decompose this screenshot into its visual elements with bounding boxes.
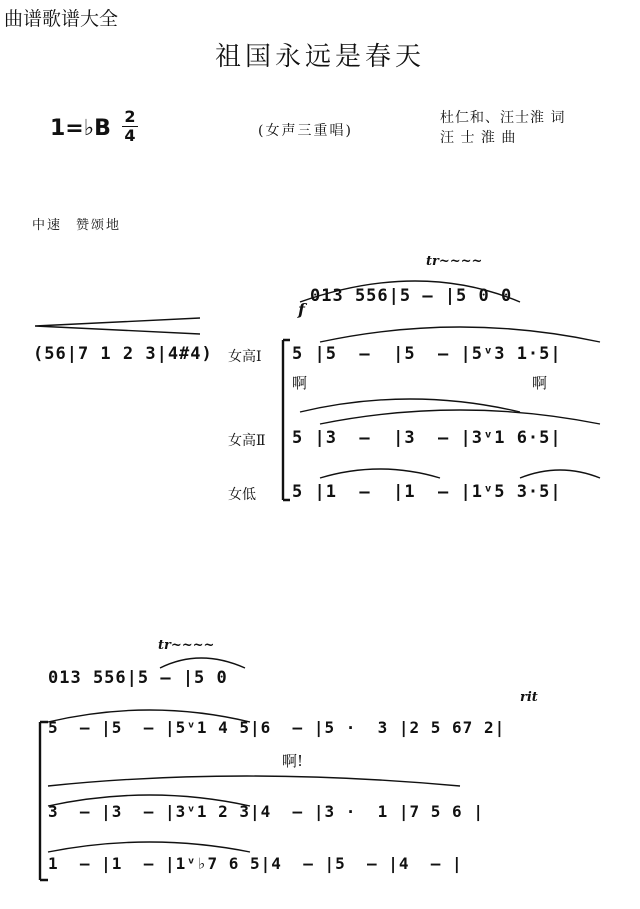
- soprano2-notes: 5 |3 — |3 — |3ᵛ1 6·5|: [292, 428, 562, 448]
- crescendo-hairpin: [35, 318, 200, 334]
- dynamic-forte: f: [298, 300, 305, 319]
- slur: [320, 469, 440, 478]
- part-label-soprano1: 女高Ⅰ: [228, 349, 262, 365]
- ritardando-mark: rit: [520, 690, 538, 705]
- trill-mark: tr~~~~: [158, 638, 215, 653]
- slur: [320, 327, 600, 342]
- expression-text: 赞颂地: [76, 218, 122, 233]
- ensemble-type: (女声三重唱): [258, 123, 353, 139]
- soprano2-notes: 3 — |3 — |3ᵛ1 2 3|4 — |3 · 1 |7 5 6 |: [48, 802, 484, 821]
- meter-bottom: 4: [122, 126, 138, 145]
- soprano1-notes: 5 |5 — |5 — |5ᵛ3 1·5|: [292, 344, 562, 364]
- part-label-alto: 女低: [228, 487, 256, 503]
- credit-lyrics: 杜仁和、汪士淮 词: [440, 110, 566, 126]
- slur: [48, 776, 460, 786]
- slur: [320, 410, 600, 424]
- slur: [520, 470, 600, 478]
- alto-notes: 5 |1 — |1 — |1ᵛ5 3·5|: [292, 482, 562, 502]
- credit-music: 汪 士 淮 曲: [440, 130, 517, 146]
- lyric: 啊!: [282, 752, 304, 770]
- top-line-notes: 013 556|5 — |5 0 0: [310, 286, 513, 306]
- top-line-notes: 013 556|5 — |5 0: [48, 668, 228, 688]
- meter-top: 2: [124, 107, 136, 126]
- lyric: 啊: [292, 374, 308, 392]
- slur: [160, 658, 245, 668]
- site-title: 曲谱歌谱大全: [4, 8, 119, 30]
- alto-notes: 1 — |1 — |1ᵛ♭7 6 5|4 — |5 — |4 — |: [48, 854, 463, 873]
- slur: [48, 842, 250, 852]
- soprano1-notes: 5 — |5 — |5ᵛ1 4 5|6 — |5 · 3 |2 5 67 2|: [48, 718, 506, 737]
- intro-notes: (56|7 1 2 3|4#4): [33, 344, 213, 364]
- tempo-text: 中速: [32, 218, 63, 233]
- key-signature: 1=♭B: [50, 116, 111, 141]
- lyric: 啊: [532, 374, 548, 392]
- system1-bracket: [283, 340, 290, 500]
- system2-bracket: [40, 722, 48, 880]
- part-label-soprano2: 女高Ⅱ: [228, 433, 266, 449]
- song-title: 祖国永远是春天: [214, 42, 425, 72]
- trill-mark: tr~~~~: [426, 254, 483, 269]
